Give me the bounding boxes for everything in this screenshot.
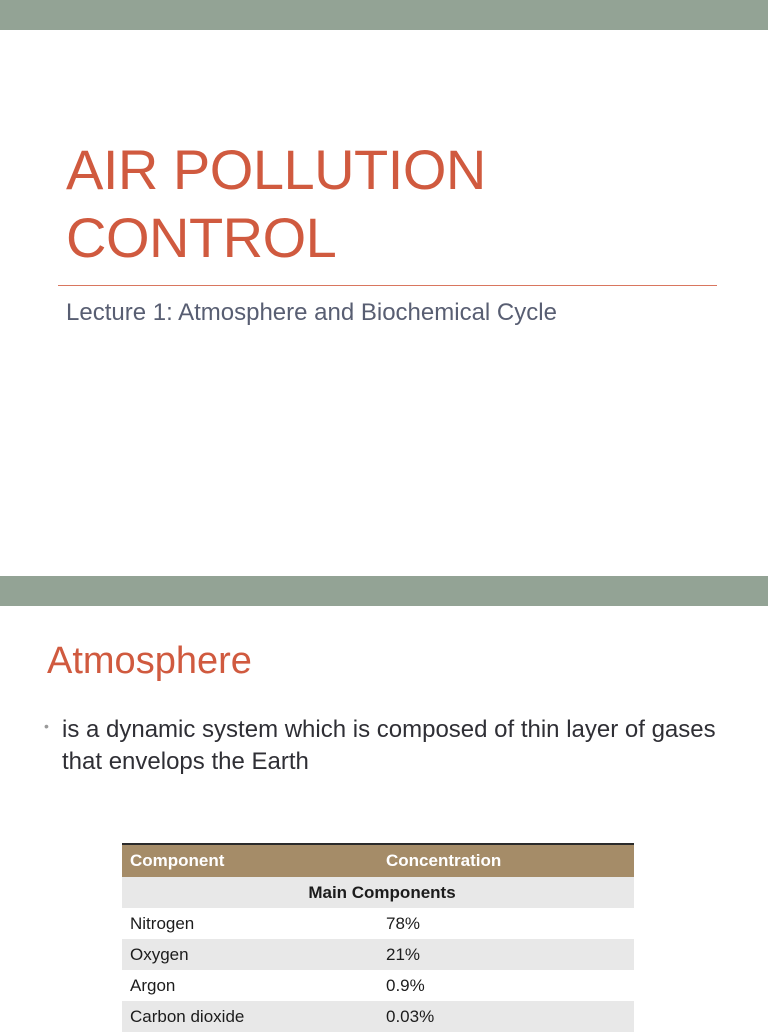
- slide-title: [66, 136, 726, 272]
- slide-subtitle: Lecture 1: Atmosphere and Biochemical Cycle: [66, 299, 557, 326]
- composition-table: [122, 843, 634, 1032]
- cell-concentration: 0.03%: [378, 1001, 634, 1032]
- bullet-text: is a dynamic system which is composed of thin layer of gases that envelops the Earth: [62, 716, 716, 775]
- cell-concentration: 0.9%: [386, 975, 425, 995]
- header-concentration: Concentration: [378, 844, 634, 877]
- table-header-row: [122, 844, 634, 877]
- cell-concentration: 21%: [378, 939, 634, 970]
- table-row: [122, 970, 634, 1001]
- cell-component: Oxygen: [122, 939, 378, 970]
- section-heading: Atmosphere: [47, 640, 252, 682]
- cell-component: Carbon dioxide: [122, 1001, 378, 1032]
- table-row: [122, 908, 634, 939]
- cell-component: Nitrogen: [130, 913, 195, 933]
- header-component: Component: [122, 844, 378, 877]
- middle-accent-band: [0, 576, 768, 606]
- top-accent-band: [0, 0, 768, 30]
- table-row: [122, 939, 634, 970]
- table-group-row: [122, 877, 634, 908]
- bullet-dot-icon: •: [44, 718, 49, 734]
- slide-title-line-2: CONTROL: [66, 206, 337, 269]
- slide-title-line-1: AIR POLLUTION: [66, 138, 486, 201]
- cell-concentration: 78%: [386, 913, 421, 933]
- cell-component: Argon: [130, 975, 176, 995]
- table-row: [122, 1001, 634, 1032]
- title-divider: [58, 285, 717, 286]
- group-label: Main Components: [122, 877, 634, 908]
